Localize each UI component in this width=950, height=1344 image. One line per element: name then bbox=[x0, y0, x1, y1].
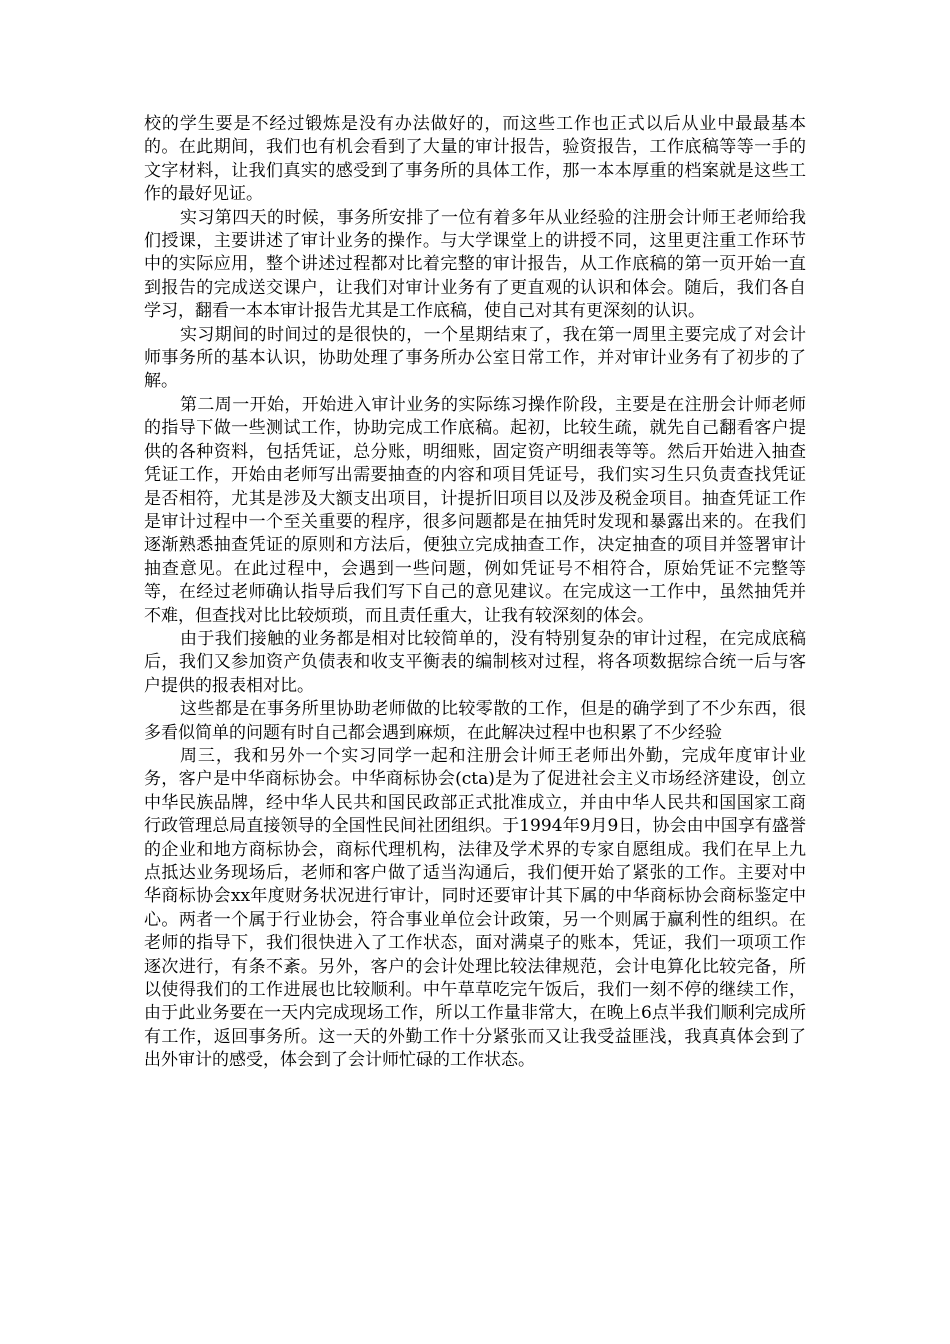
paragraph-first-week-summary: 实习期间的时间过的是很快的，一个星期结束了，我在第一周里主要完成了对会计师事务所的基本认识，协助处理了事务所办公室日常工作，并对审计业务有了初步的了解。 bbox=[144, 324, 806, 392]
paragraph-experience-gained: 这些都是在事务所里协助老师做的比较零散的工作，但是的确学到了不少东西，很多看似简单的问题有时自己都会遇到麻烦，在此解决过程中也积累了不少经验 bbox=[144, 699, 806, 743]
paragraph-statement-preparation: 由于我们接触的业务都是相对比较简单的，没有特别复杂的审计过程，在完成底稿后，我们又参加资产负债表和收支平衡表的编制核对过程，将各项数据综合统一后与客户提供的报表相对比。 bbox=[144, 628, 806, 696]
paragraph-field-audit-wednesday: 周三，我和另外一个实习同学一起和注册会计师王老师出外勤，完成年度审计业务，客户是中华商标协会。中华商标协会(cta)是为了促进社会主义市场经济建设，创立中华民族品牌，经中华人民共和国民政部正式批准成立，并由中华人民共和国国家工商行政管理总局直接领导的全国性民间社团组织。于1994年9月9日，协会由中国享有盛誉的企业和地方商标协会，商标代理机构，法律及学术界的专家自愿组成。我们在早上九点抵达业务现场后，老师和客户做了适当沟通后，我们便开始了紧张的工作。主要对中华商标协会xx年度财务状况进行审计，同时还要审计其下属的中华商标协会商标鉴定中心。两者一个属于行业协会，符合事业单位会计政策，另一个则属于赢利性的组织。在老师的指导下，我们很快进入了工作状态，面对满桌子的账本，凭证，我们一项项工作逐次进行，有条不紊。另外，客户的会计处理比较法律规范，会计电算化比较完备，所以使得我们的工作进展也比较顺利。中午草草吃完午饭后，我们一刻不停的继续工作，由于此业务要在一天内完成现场工作，所以工作量非常大，在晚上6点半我们顺利完成所有工作，返回事务所。这一天的外勤工作十分紧张而又让我受益匪浅，我真真体会到了出外审计的感受，体会到了会计师忙碌的工作状态。 bbox=[144, 745, 806, 1071]
paragraph-day-four-lecture: 实习第四天的时候，事务所安排了一位有着多年从业经验的注册会计师王老师给我们授课，主要讲述了审计业务的操作。与大学课堂上的讲授不同，这里更注重工作环节中的实际应用，整个讲述过程都对比着完整的审计报告，从工作底稿的第一页开始一直到报告的完成送交课户，让我们对审计业务有了更直观的认识和体会。随后，我们各自学习，翻看一本本审计报告尤其是工作底稿，使自己对其有更深刻的认识。 bbox=[144, 207, 806, 322]
document-body bbox=[144, 113, 806, 1073]
paragraph-continued: 校的学生要是不经过锻炼是没有办法做好的，而这些工作也正式以后从业中最最基本的。在此期间，我们也有机会看到了大量的审计报告，验资报告，工作底稿等等一手的文字材料，让我们真实的感受到了事务所的具体工作，那一本本厚重的档案就是这些工作的最好见证。 bbox=[144, 114, 806, 205]
paragraph-second-week-vouchers: 第二周一开始，开始进入审计业务的实际练习操作阶段，主要是在注册会计师老师的指导下做一些测试工作，协助完成工作底稿。起初，比较生疏，就先自己翻看客户提供的各种资料，包括凭证，总分账，明细账，固定资产明细表等等。然后开始进入抽查凭证工作，开始由老师写出需要抽查的内容和项目凭证号，我们实习生只负责查找凭证是否相符，尤其是涉及大额支出项目，计提折旧项目以及涉及税金项目。抽查凭证工作是审计过程中一个至关重要的程序，很多问题都是在抽凭时发现和暴露出来的。在我们逐渐熟悉抽查凭证的原则和方法后，便独立完成抽查工作，决定抽查的项目并签署审计抽查意见。在此过程中，会遇到一些问题，例如凭证号不相符合，原始凭证不完整等等，在经过老师确认指导后我们写下自己的意见建议。在完成这一工作中，虽然抽凭并不难，但查找对比比较烦琐，而且责任重大，让我有较深刻的体会。 bbox=[144, 394, 806, 626]
